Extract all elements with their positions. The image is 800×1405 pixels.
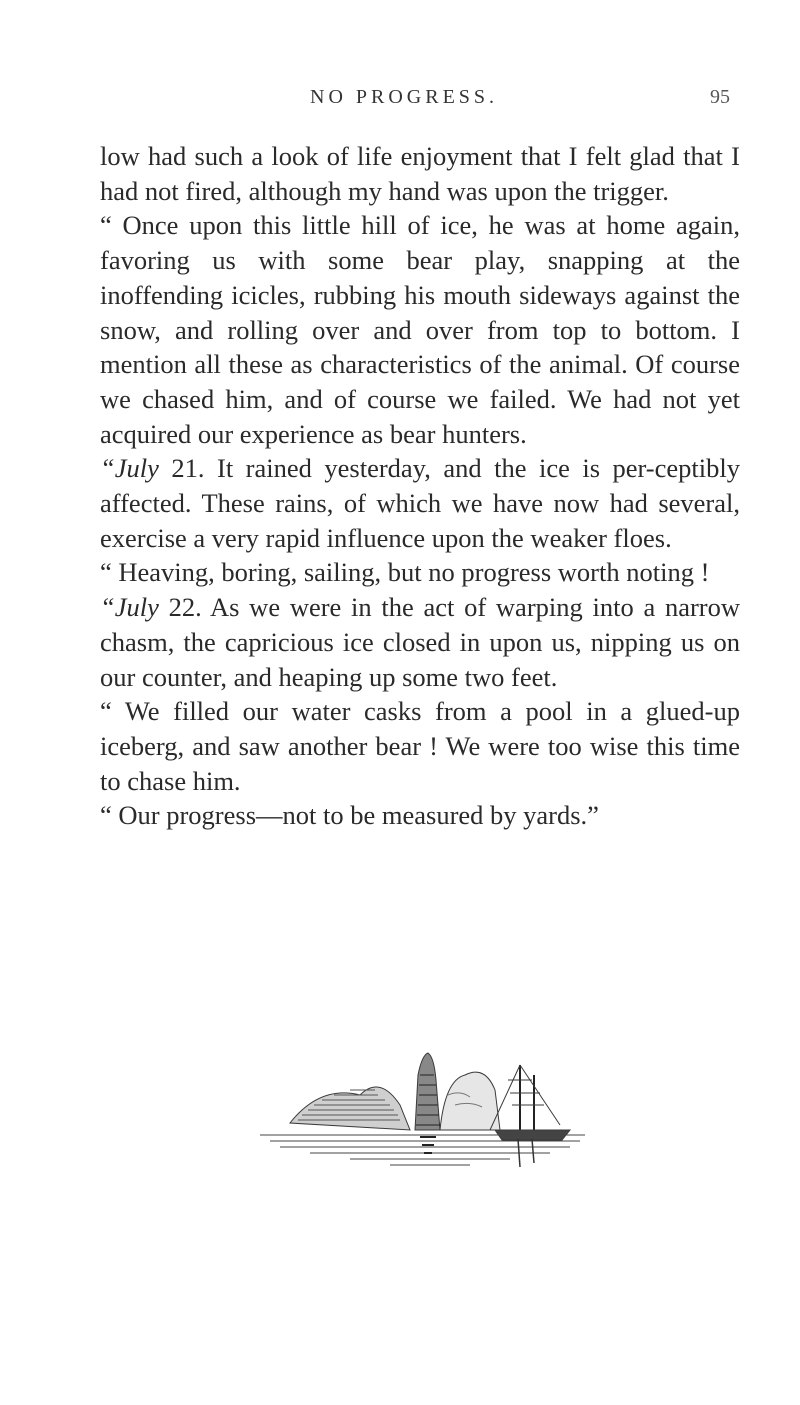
paragraph-7-text: “ Our progress—not to be measured by yards.” xyxy=(100,800,599,831)
body-text xyxy=(100,139,740,833)
paragraph-5 xyxy=(100,590,740,694)
paragraph-1 xyxy=(100,139,740,208)
running-title: NO PROGRESS. xyxy=(310,86,499,108)
paragraph-2 xyxy=(100,208,740,451)
page-number: 95 xyxy=(710,86,730,108)
paragraph-4 xyxy=(100,555,740,590)
paragraph-3 xyxy=(100,451,740,555)
paragraph-5-date-lead: “July xyxy=(100,592,159,623)
paragraph-3-date-lead: “July xyxy=(100,453,159,484)
running-head xyxy=(100,86,730,114)
paragraph-6 xyxy=(100,694,740,798)
paragraph-6-text: “ We filled our water casks from a pool in a glued-up iceberg, and saw another bear ! We were too wise this time to chase him. xyxy=(100,696,740,796)
paragraph-3-text: 21. It rained yesterday, and the ice is per-ceptibly affected. These rains, of which we have now had several, exercise a very rapid influence upon the weaker floes. xyxy=(100,453,740,553)
paragraph-7 xyxy=(100,798,740,833)
paragraph-5-text: 22. As we were in the act of warping into a narrow chasm, the capricious ice closed in upon us, nipping us on our counter, and heaping up some two feet. xyxy=(100,592,740,692)
paragraph-2-text: “ Once upon this little hill of ice, he was at home again, favoring us with some bear play, snapping at the inoffending icicles, rubbing his mouth sideways against the snow, and rolling over and over from top to bottom. I mention all these as characteristics of the animal. Of course we chased him, and of course we failed. We had not yet acquired our experience as bear hunters. xyxy=(100,210,740,449)
paragraph-1-text: low had such a look of life enjoyment that I felt glad that I had not fired, although my hand was upon the trigger. xyxy=(100,141,740,206)
ship-among-ice-engraving-icon xyxy=(250,1035,595,1175)
paragraph-4-text: “ Heaving, boring, sailing, but no progress worth noting ! xyxy=(100,557,710,588)
